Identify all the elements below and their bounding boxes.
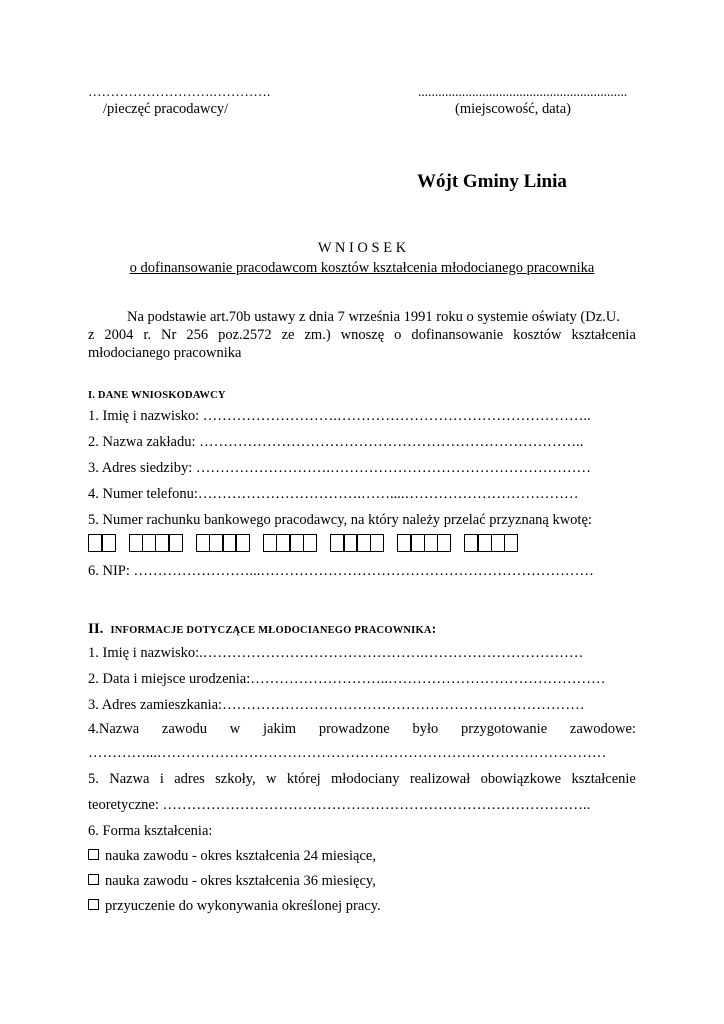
account-digit-group (129, 534, 183, 552)
account-digit-group (196, 534, 250, 552)
account-digit-group (397, 534, 451, 552)
worker-name-field[interactable]: 1. Imię i nazwisko:.……………………………………….…………………………… (88, 645, 584, 661)
account-digit-box[interactable] (168, 534, 183, 552)
school-label: 5. Nazwa i adres szkoły, w której młodociany realizował obowiązkowe kształcenie (88, 771, 636, 787)
option-24-months[interactable]: nauka zawodu - okres kształcenia 24 miesiące, (88, 848, 376, 865)
place-date-dots: .............................................................. (418, 84, 628, 99)
stamp-dots: ……………………….…………. (88, 84, 271, 99)
account-digit-group (88, 534, 116, 552)
education-form-label: 6. Forma kształcenia: (88, 823, 213, 839)
phone-number-field[interactable]: 4. Numer telefonu:…………………………….……....……………………………… (88, 486, 579, 502)
place-date-label: (miejscowość, data) (455, 101, 571, 117)
applicant-name-field[interactable]: 1. Imię i nazwisko: ……………………….…………………………………………….. (88, 408, 591, 424)
account-digit-group (263, 534, 317, 552)
profession-field[interactable]: …………...………………………………………………………………………………… (88, 745, 607, 761)
bank-account-label: 5. Numer rachunku bankowego pracodawcy, na który należy przelać przyznaną kwotę: (88, 512, 592, 528)
intro-line-1: Na podstawie art.70b ustawy z dnia 7 września 1991 roku o systemie oświaty (Dz.U. (127, 309, 620, 325)
account-digit-group (464, 534, 518, 552)
intro-line-3: młodocianego pracownika (88, 345, 242, 361)
checkbox-icon[interactable] (88, 874, 99, 885)
section-2-heading: II. INFORMACJE DOTYCZĄCE MŁODOCIANEGO PRACOWNIKA: (88, 621, 437, 637)
nip-field[interactable]: 6. NIP: ……………………...…………………………………………………………… (88, 563, 594, 579)
account-digit-group (330, 534, 384, 552)
checkbox-icon[interactable] (88, 899, 99, 910)
checkbox-icon[interactable] (88, 849, 99, 860)
company-name-field[interactable]: 2. Nazwa zakładu: …………………………………………………………………….. (88, 434, 584, 450)
profession-label: 4.Nazwa zawodu w jakim prowadzone było przygotowanie zawodowe: (88, 721, 636, 737)
worker-birth-field[interactable]: 2. Data i miejsce urodzenia:………………………..……………………………………… (88, 671, 606, 687)
bank-account-boxes[interactable] (88, 534, 531, 552)
account-digit-box[interactable] (504, 534, 519, 552)
company-address-field[interactable]: 3. Adres siedziby: ……………………….……………………………………………… (88, 460, 592, 476)
document-subtitle: o dofinansowanie pracodawcom kosztów kształcenia młodocianego pracownika (129, 260, 595, 276)
account-digit-box[interactable] (235, 534, 250, 552)
option-36-months[interactable]: nauka zawodu - okres kształcenia 36 miesięcy, (88, 873, 376, 890)
account-digit-box[interactable] (303, 534, 318, 552)
worker-address-field[interactable]: 3. Adres zamieszkania:………………………………………………………………… (88, 697, 585, 713)
section-1-heading: I. DANE WNIOSKODAWCY (88, 390, 226, 401)
addressee: Wójt Gminy Linia (417, 171, 567, 192)
document-title: W N I O S E K (317, 240, 407, 256)
account-digit-box[interactable] (101, 534, 116, 552)
school-field[interactable]: teoretyczne: …………………………………………………………………………….. (88, 797, 591, 813)
account-digit-box[interactable] (437, 534, 452, 552)
stamp-label: /pieczęć pracodawcy/ (103, 101, 229, 117)
option-training[interactable]: przyuczenie do wykonywania określonej pracy. (88, 898, 381, 915)
account-digit-box[interactable] (370, 534, 385, 552)
intro-line-2: z 2004 r. Nr 256 poz.2572 ze zm.) wnoszę o dofinansowanie kosztów kształcenia (88, 327, 636, 343)
